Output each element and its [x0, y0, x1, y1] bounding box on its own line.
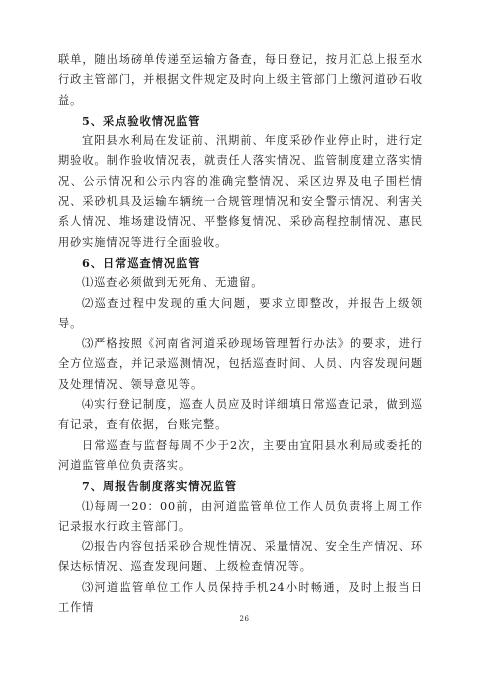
list-item-report-1: ⑴每周一20：00前，由河道监管单位工作人员负责将上周工作记录报水行政主管部门。 — [58, 499, 423, 533]
paragraph-continuation: 联单，随出场磅单传递至运输方备查，每日登记，按月汇总上报至水行政主管部门，并根据文件规定及时向上级主管部门上缴河道砂石收益。 — [58, 53, 423, 107]
list-item-report-2: ⑵报告内容包括采砂合规性情况、采量情况、安全生产情况、环保达标情况、巡查发现问题、上级检查情况等。 — [58, 540, 423, 574]
page-number: 26 — [239, 615, 250, 623]
paragraph-acceptance: 宜阳县水利局在发证前、汛期前、年度采砂作业停止时，进行定期验收。制作验收情况表，就责任人落实情况、监管制度建立落实情况、公示情况和公示内容的准确完整情况、采区边界及电子围栏情况、采砂机具及运输车辆统一合规管理情况和安全警示情况、利害关系人情况、堆场建设情况、平整修复情况、采砂高程控制情况、惠民用砂实施情况等进行全面验收。 — [58, 134, 423, 249]
section-heading-acceptance: 5、采点验收情况监管 — [82, 113, 201, 128]
list-item-inspection-1: ⑴巡查必须做到无死角、无遗留。 — [82, 276, 264, 290]
list-item-inspection-3: ⑶严格按照《河南省河道采砂现场管理暂行办法》的要求，进行全方位巡查，并记录巡测情况，包括巡查时间、人员、内容发现问题及处理情况、领导意见等。 — [58, 337, 423, 391]
section-heading-daily-inspection: 6、日常巡查情况监管 — [82, 255, 201, 270]
list-item-inspection-4: ⑷实行登记制度，巡查人员应及时详细填日常巡查记录，做到巡有记录，查有依据，台账完整。 — [58, 398, 423, 432]
document-body — [58, 50, 423, 618]
section-heading-weekly-report: 7、周报告制度落实情况监管 — [82, 479, 238, 494]
list-item-report-3: ⑶河道监管单位工作人员保持手机24小时畅通，及时上报当日工作情 — [58, 580, 423, 615]
list-item-inspection-2: ⑵巡查过程中发现的重大问题，要求立即整改，并报告上级领导。 — [58, 296, 423, 330]
paragraph-inspection-frequency: 日常巡查与监督每周不少于2次，主要由宜阳县水利局或委托的河道监管单位负责落实。 — [58, 438, 423, 472]
